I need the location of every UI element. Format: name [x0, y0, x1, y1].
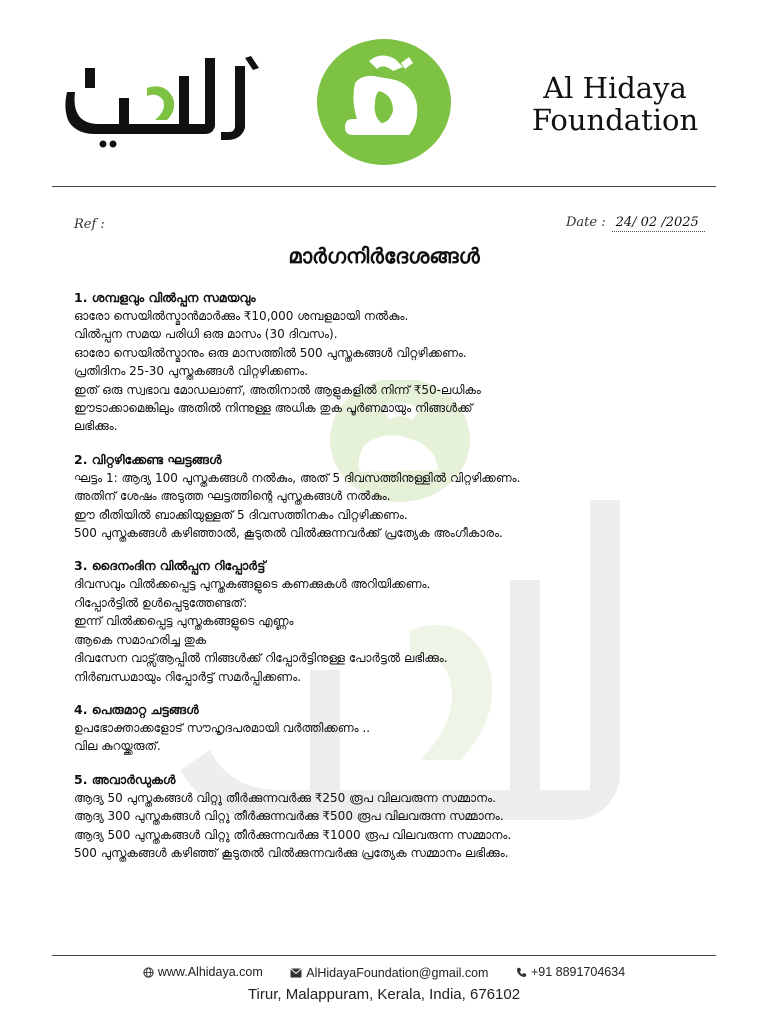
footer-phone[interactable]	[516, 965, 625, 979]
section-daily-report	[74, 556, 714, 685]
ref-label: Ref :	[74, 217, 105, 232]
footer-email[interactable]	[290, 966, 488, 980]
section-line: ലഭിക്കും.	[74, 419, 118, 434]
section-line: റിപ്പോർട്ടിൽ ഉൾപ്പെടുത്തേണ്ടത്:	[74, 595, 248, 610]
section-heading: 3. ദൈനംദിന വിൽപ്പന റിപ്പോർട്ട്	[74, 558, 266, 574]
email-text: AlHidayaFoundation@gmail.com	[306, 965, 489, 980]
section-conduct-rules	[74, 700, 714, 756]
section-line: ഉപഭോക്താക്കളോട് സൗഹൃദപരമായി വർത്തിക്കണം ..	[74, 720, 371, 735]
section-salary-time	[74, 288, 714, 436]
section-line: ഈടാക്കാമെങ്കിലും അതിൽ നിന്നുള്ള അധിക തുക പൂർണമായും നിങ്ങൾക്ക്	[74, 401, 473, 416]
section-line: ദിവസേന വാട്സ്ആപ്പിൽ നിങ്ങൾക്ക് റിപ്പോർട്ടിനുള്ള പോർട്ടൽ ലഭിക്കും.	[74, 651, 448, 666]
header-divider	[52, 186, 716, 187]
guidelines-content	[74, 288, 714, 876]
footer-website[interactable]	[143, 965, 263, 979]
section-heading: 2. വിറ്റഴിക്കേണ്ട ഘട്ടങ്ങൾ	[74, 451, 222, 467]
section-heading: 5. അവാർഡുകൾ	[74, 771, 176, 787]
section-line: പ്രതിദിനം 25-30 പുസ്തകങ്ങൾ വിറ്റഴിക്കണം.	[74, 364, 309, 379]
phone-text: +91 8891704634	[530, 965, 626, 979]
date-label: Date :	[566, 215, 606, 230]
section-line: ആദ്യ 50 പുസ്തകങ്ങൾ വിറ്റു തീർക്കുന്നവർക്കു ₹250 രൂപ വിലവരുന്ന സമ്മാനം.	[74, 790, 496, 805]
section-line: ദിവസവും വിൽക്കപ്പെട്ട പുസ്തകങ്ങളുടെ കണക്കുകൾ അറിയിക്കണം.	[74, 577, 431, 592]
org-name-line2: Foundation	[531, 103, 699, 137]
section-line: ഓരോ സെയിൽസ്മാൻമാർക്കും ₹10,000 ശമ്പളമായി നൽകും.	[74, 309, 409, 323]
section-line: ആദ്യ 300 പുസ്തകങ്ങൾ വിറ്റു തീർക്കുന്നവർക്കു ₹500 രൂപ വിലവരുന്ന സമ്മാനം.	[74, 809, 504, 824]
section-line: ഇന്ന് വിൽക്കപ്പെട്ട പുസ്തകങ്ങളുടെ എണ്ണം	[74, 614, 294, 629]
section-awards	[74, 770, 714, 863]
section-line: ഇത് ഒരു സ്വഭാവ മോഡലാണ്, അതിനാൽ ആളുകളിൽ നിന്ന് ₹50-ലധികം	[74, 382, 481, 397]
section-line: അതിന് ശേഷം അടുത്ത ഘട്ടത്തിന്റെ പുസ്തകങ്ങൾ നൽകും.	[74, 489, 391, 504]
footer-address: Tirur, Malappuram, Kerala, India, 676102	[247, 986, 521, 1003]
section-sales-stages	[74, 450, 714, 543]
mail-icon	[290, 968, 302, 978]
section-line: ഈ രീതിയിൽ ബാക്കിയുള്ളത് 5 ദിവസത്തിനകം വിറ്റഴിക്കണം.	[74, 507, 408, 522]
section-line: ആകെ സമാഹരിച്ച തുക	[74, 632, 207, 647]
section-line: 500 പുസ്തകങ്ങൾ കഴിഞ്ഞ് കൂടുതൽ വിൽക്കുന്നവർക്കു പ്രത്യേക സമ്മാനം ലഭിക്കും.	[74, 845, 509, 860]
website-text: www.Alhidaya.com	[157, 965, 263, 979]
globe-icon	[143, 967, 154, 978]
organization-name	[520, 72, 710, 136]
phone-icon	[516, 967, 527, 978]
section-line: ഓരോ സെയിൽസ്മാനും ഒരു മാസത്തിൽ 500 പുസ്തകങ്ങൾ വിറ്റഴിക്കണം.	[74, 345, 467, 360]
section-heading: 1. ശമ്പളവും വിൽപ്പന സമയവും	[74, 290, 256, 305]
date-field	[566, 215, 705, 232]
section-line: ആദ്യ 500 പുസ്തകങ്ങൾ വിറ്റു തീർക്കുന്നവർക്കു ₹1000 രൂപ വിലവരുന്ന സമ്മാനം.	[74, 827, 512, 842]
date-value: 24/ 02 /2025	[612, 215, 705, 232]
org-name-line1: Al Hidaya	[543, 71, 687, 105]
foundation-emblem-icon	[317, 39, 451, 165]
arabic-calligraphy-logo	[55, 48, 265, 148]
section-line: ഘട്ടം 1: ആദ്യ 100 പുസ്തകങ്ങൾ നൽകും, അത് 5 ദിവസത്തിനുള്ളിൽ വിറ്റഴിക്കണം.	[74, 470, 521, 485]
section-line: നിർബന്ധമായും റിപ്പോർട്ട് സമർപ്പിക്കണം.	[74, 669, 302, 684]
section-heading: 4. പെരുമാറ്റ ചട്ടങ്ങൾ	[74, 701, 199, 717]
section-line: വില കുറയ്ക്കരുത്.	[74, 739, 161, 754]
footer-divider	[52, 955, 716, 956]
section-line: വിൽപ്പന സമയ പരിധി ഒരു മാസം (30 ദിവസം).	[74, 327, 338, 342]
footer-contacts	[0, 965, 768, 981]
section-line: 500 പുസ്തകങ്ങൾ കഴിഞ്ഞാൽ, കൂടുതൽ വിൽക്കുന്നവർക്ക് പ്രത്യേക അംഗീകാരം.	[74, 526, 503, 541]
document-title: മാർഗനിർദേശങ്ങൾ	[288, 244, 480, 268]
